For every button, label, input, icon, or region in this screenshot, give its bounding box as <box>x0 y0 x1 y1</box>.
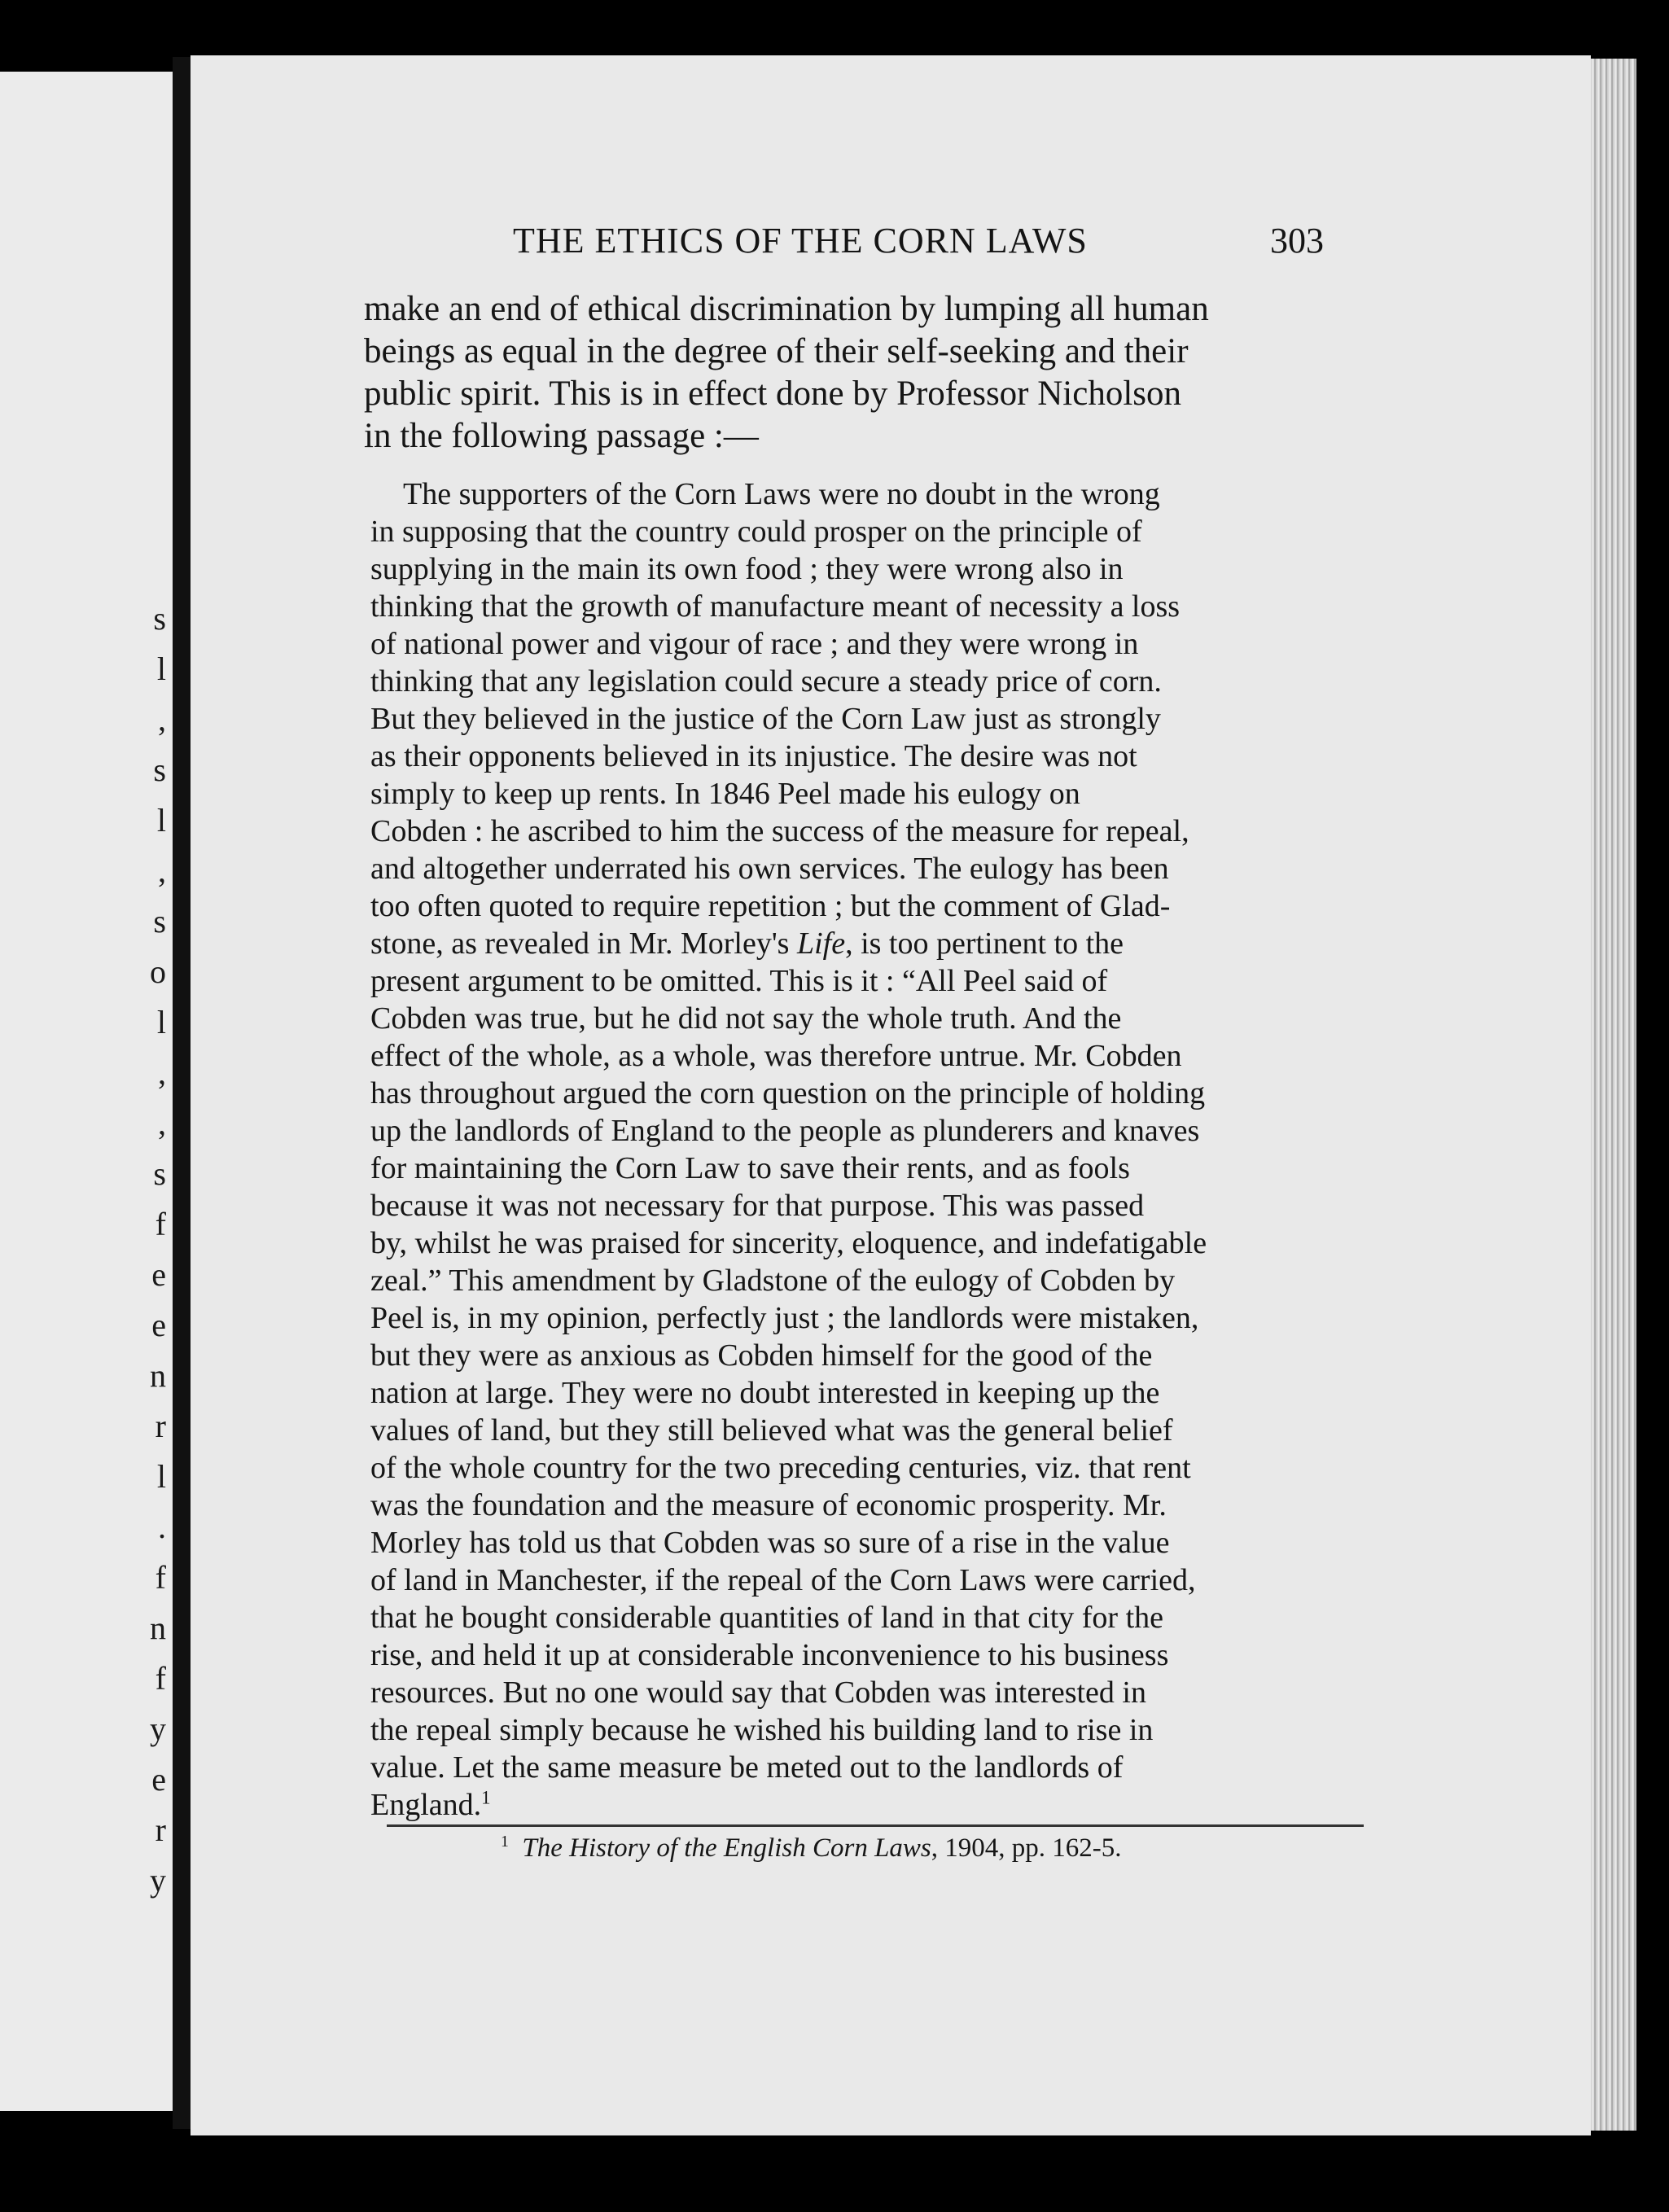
facing-page-letter: e <box>151 1256 166 1293</box>
footnote-marker: 1 <box>501 1833 509 1851</box>
quote-line: values of land, but they still believed what was the general belief <box>370 1413 1173 1448</box>
quote-line: simply to keep up rents. In 1846 Peel made his eulogy on <box>370 777 1080 811</box>
facing-page-letter: n <box>150 1610 166 1646</box>
quote-line: the repeal simply because he wished his building land to rise in <box>370 1713 1154 1747</box>
quote-line: in supposing that the country could prosper on the principle of <box>370 515 1142 549</box>
quote-line: thinking that any legislation could secure a steady price of corn. <box>370 664 1162 699</box>
facing-page-margin-letters <box>0 72 173 2111</box>
facing-page-letter: , <box>158 1054 166 1091</box>
footnote <box>501 1833 1122 1864</box>
facing-page-letter: l <box>156 1458 166 1495</box>
quote-line: for maintaining the Corn Law to save their rents, and as fools <box>370 1151 1130 1185</box>
facing-page-letter: e <box>151 1761 166 1798</box>
quote-line: because it was not necessary for that purpose. This was passed <box>370 1189 1145 1223</box>
quote-line: Peel is, in my opinion, perfectly just ; the landlords were mistaken, <box>370 1301 1199 1335</box>
footnote-reference: 1 <box>481 1787 491 1808</box>
quote-line: The supporters of the Corn Laws were no doubt in the wrong <box>403 477 1160 511</box>
quote-line: by, whilst he was praised for sincerity, eloquence, and indefatigable <box>370 1226 1207 1260</box>
quote-line: of the whole country for the two preceding centuries, viz. that rent <box>370 1451 1191 1485</box>
facing-page-letter: , <box>158 701 166 738</box>
facing-page-letter: f <box>155 1660 166 1697</box>
facing-page-letter: s <box>153 903 166 940</box>
quote-line: effect of the whole, as a whole, was therefore untrue. Mr. Cobden <box>370 1039 1182 1073</box>
quote-text: , is too pertinent to the <box>845 926 1124 961</box>
quote-last-line <box>370 1787 491 1823</box>
quote-line: nation at large. They were no doubt interested in keeping up the <box>370 1376 1160 1410</box>
quote-line: as their opponents believed in its injustice. The desire was not <box>370 739 1137 773</box>
quote-line: present argument to be omitted. This is it : “All Peel said of <box>370 964 1108 998</box>
facing-page-letter: , <box>158 1105 166 1141</box>
facing-page-letter: l <box>156 650 166 687</box>
facing-page-letter: r <box>155 1811 166 1848</box>
quote-line: thinking that the growth of manufacture meant of necessity a loss <box>370 589 1181 624</box>
facing-page-letter: o <box>150 953 166 990</box>
quote-line: value. Let the same measure be meted out to the landlords of <box>370 1750 1124 1785</box>
facing-page-letter: s <box>153 1155 166 1192</box>
facing-page-letter: s <box>153 751 166 788</box>
quote-line: of land in Manchester, if the repeal of the Corn Laws were carried, <box>370 1563 1196 1597</box>
footnote-book-title: The History of the English Corn Laws <box>522 1833 931 1863</box>
facing-page-letter: f <box>155 1559 166 1596</box>
italic-title-life: Life <box>796 926 846 961</box>
facing-page-edge <box>0 72 173 2111</box>
facing-page-letter: , <box>158 852 166 889</box>
book-gutter <box>173 57 191 2129</box>
quote-text: stone, as revealed in Mr. Morley's <box>370 926 797 961</box>
quote-line: But they believed in the justice of the Corn Law just as strongly <box>370 702 1161 736</box>
facing-page-letter: y <box>150 1710 166 1747</box>
intro-line: public spirit. This is in effect done by Professor Nicholson <box>364 375 1182 413</box>
quote-line: but they were as anxious as Cobden himself for the good of the <box>370 1338 1153 1373</box>
page-edge-stack <box>1591 59 1636 2131</box>
quote-line: zeal.” This amendment by Gladstone of the eulogy of Cobden by <box>370 1264 1176 1298</box>
quote-line: of national power and vigour of race ; and they were wrong in <box>370 627 1139 661</box>
quote-line: Cobden was true, but he did not say the whole truth. And the <box>370 1001 1122 1036</box>
quote-line: resources. But no one would say that Cobden was interested in <box>370 1675 1146 1710</box>
quote-line: was the foundation and the measure of economic prosperity. Mr. <box>370 1488 1167 1522</box>
quote-line: has throughout argued the corn question on the principle of holding <box>370 1076 1206 1110</box>
facing-page-letter: s <box>153 600 166 637</box>
quote-line-with-italic <box>370 926 1124 961</box>
facing-page-letter: y <box>150 1862 166 1899</box>
quote-line: and altogether underrated his own services. The eulogy has been <box>370 852 1169 886</box>
quote-line: that he bought considerable quantities of land in that city for the <box>370 1601 1164 1635</box>
footnote-divider <box>387 1824 1364 1827</box>
footnote-citation: , 1904, pp. 162-5. <box>931 1833 1122 1863</box>
page-number: 303 <box>1270 221 1324 261</box>
facing-page-letter: f <box>155 1206 166 1242</box>
running-head: THE ETHICS OF THE CORN LAWS <box>513 221 1088 261</box>
quote-text: England. <box>370 1788 482 1822</box>
facing-page-letter: r <box>155 1408 166 1444</box>
quote-line: Cobden : he ascribed to him the success of the measure for repeal, <box>370 814 1189 848</box>
quote-line: up the landlords of England to the people as plunderers and knaves <box>370 1114 1200 1148</box>
facing-page-letter: l <box>156 802 166 839</box>
quote-line: supplying in the main its own food ; they were wrong also in <box>370 552 1124 586</box>
facing-page-letter: e <box>151 1307 166 1343</box>
facing-page-letter: . <box>158 1509 166 1545</box>
quote-line: too often quoted to require repetition ; but the comment of Glad- <box>370 889 1171 923</box>
intro-line: make an end of ethical discrimination by lumping all human <box>364 290 1209 328</box>
quote-line: Morley has told us that Cobden was so sure of a rise in the value <box>370 1526 1170 1560</box>
intro-line: beings as equal in the degree of their self-seeking and their <box>364 332 1189 370</box>
facing-page-letter: l <box>156 1004 166 1040</box>
facing-page-letter: n <box>150 1357 166 1394</box>
quote-line: rise, and held it up at considerable inconvenience to his business <box>370 1638 1169 1672</box>
intro-line: in the following passage :— <box>364 417 759 455</box>
